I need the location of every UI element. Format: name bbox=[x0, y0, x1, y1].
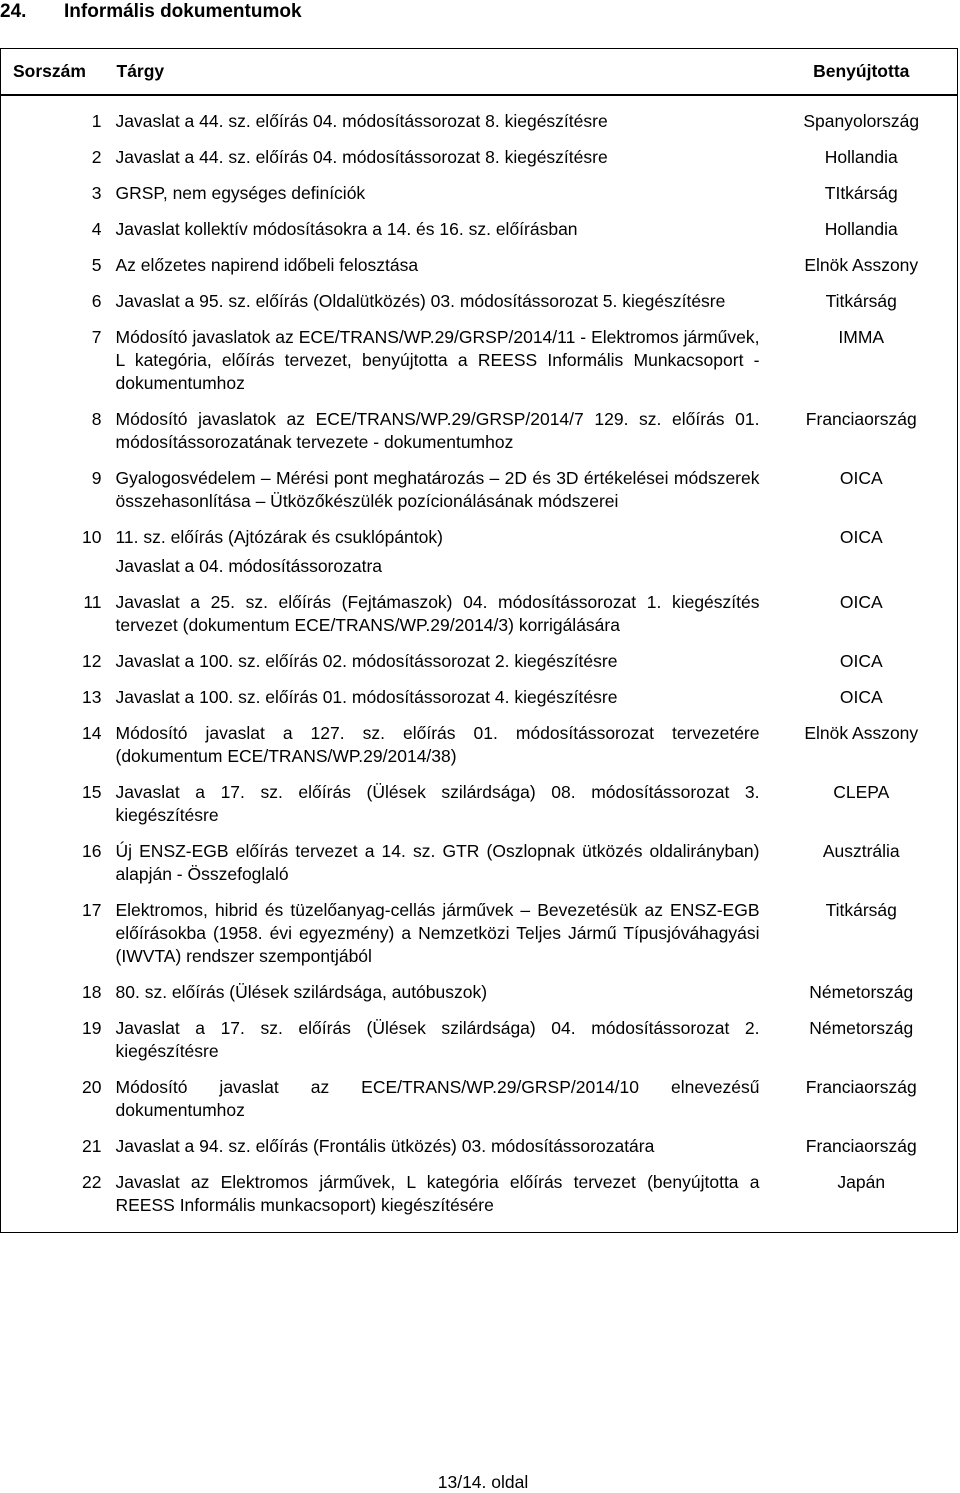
table-row bbox=[1, 286, 958, 322]
row-submitter: OICA bbox=[839, 468, 883, 488]
row-subject: Gyalogosvédelem – Mérési pont meghatározás – 2D és 3D értékelései módszerek összehasonlítása – Ütközőkészülék pozícionálásának módszerei bbox=[115, 468, 760, 511]
row-subject: Javaslat a 95. sz. előírás (Oldalütközés) 03. módosítássorozat 5. kiegészítésre bbox=[115, 291, 726, 311]
row-submitter: Franciaország bbox=[805, 1136, 917, 1156]
row-number: 21 bbox=[82, 1136, 102, 1156]
table-row bbox=[1, 322, 958, 404]
row-number: 2 bbox=[91, 147, 102, 167]
table-row bbox=[1, 1013, 958, 1072]
row-subject: Javaslat a 25. sz. előírás (Fejtámaszok) 04. módosítássorozat 1. kiegészítés tervezet (dokumentum ECE/TRANS/WP.29/2014/3) korrigálására bbox=[115, 592, 760, 635]
row-subject: Javaslat a 94. sz. előírás (Frontális ütközés) 03. módosítássorozatára bbox=[115, 1136, 655, 1156]
row-submitter: Franciaország bbox=[805, 1077, 917, 1097]
header-subject: Tárgy bbox=[109, 49, 766, 96]
row-submitter: OICA bbox=[839, 527, 883, 547]
table-row bbox=[1, 977, 958, 1013]
row-number: 3 bbox=[91, 183, 102, 203]
row-subject: Javaslat a 100. sz. előírás 02. módosítássorozat 2. kiegészítésre bbox=[115, 651, 618, 671]
informal-documents-table bbox=[0, 48, 958, 1233]
row-number: 9 bbox=[91, 468, 102, 488]
row-submitter: Németország bbox=[809, 982, 914, 1002]
table-row bbox=[1, 682, 958, 718]
section-title: Informális dokumentumok bbox=[64, 1, 302, 22]
row-submitter: OICA bbox=[839, 687, 883, 707]
row-subject: Az előzetes napirend időbeli felosztása bbox=[115, 255, 419, 275]
row-submitter: OICA bbox=[839, 651, 883, 671]
table-row bbox=[1, 777, 958, 836]
row-subject: Módosító javaslatok az ECE/TRANS/WP.29/GRSP/2014/11 - Elektromos járművek, L kategória, előírás tervezet, benyújtotta a REESS Informális Munkacsoport - dokumentumhoz bbox=[115, 327, 760, 393]
row-submitter: Ausztrália bbox=[822, 841, 900, 861]
row-number: 13 bbox=[82, 687, 102, 707]
row-number: 14 bbox=[82, 723, 102, 743]
header-submitter: Benyújtotta bbox=[766, 49, 958, 96]
row-submitter: CLEPA bbox=[833, 782, 890, 802]
table-row bbox=[1, 646, 958, 682]
row-number: 15 bbox=[82, 782, 102, 802]
row-submitter: IMMA bbox=[838, 327, 885, 347]
row-subject: Javaslat a 44. sz. előírás 04. módosítássorozat 8. kiegészítésre bbox=[115, 111, 608, 131]
row-subject bbox=[109, 522, 766, 587]
table-row bbox=[1, 142, 958, 178]
section-heading bbox=[0, 0, 302, 24]
row-submitter: Hollandia bbox=[824, 219, 898, 239]
row-number: 19 bbox=[82, 1018, 102, 1038]
row-number: 7 bbox=[91, 327, 102, 347]
row-number: 5 bbox=[91, 255, 102, 275]
row-number: 6 bbox=[91, 291, 102, 311]
row-subject: 80. sz. előírás (Ülések szilárdsága, autóbuszok) bbox=[115, 982, 488, 1002]
row-submitter: Elnök Asszony bbox=[804, 723, 919, 743]
row-subject: Módosító javaslat az ECE/TRANS/WP.29/GRSP/2014/10 elnevezésű dokumentumhoz bbox=[115, 1077, 760, 1120]
page-number: 13/14. oldal bbox=[437, 1472, 529, 1492]
row-submitter: Hollandia bbox=[824, 147, 898, 167]
table-row bbox=[1, 1131, 958, 1167]
row-subject: GRSP, nem egységes definíciók bbox=[115, 183, 366, 203]
row-number: 20 bbox=[82, 1077, 102, 1097]
table-row bbox=[1, 404, 958, 463]
row-number: 16 bbox=[82, 841, 102, 861]
row-subject: Javaslat a 44. sz. előírás 04. módosítássorozat 8. kiegészítésre bbox=[115, 147, 608, 167]
table-row bbox=[1, 250, 958, 286]
row-submitter: Spanyolország bbox=[803, 111, 920, 131]
row-number: 12 bbox=[82, 651, 102, 671]
row-number: 1 bbox=[91, 111, 102, 131]
table-row bbox=[1, 718, 958, 777]
table-row bbox=[1, 522, 958, 587]
row-submitter: TItkárság bbox=[824, 183, 898, 203]
header-number: Sorszám bbox=[1, 49, 109, 96]
row-submitter: Titkárság bbox=[825, 291, 897, 311]
table-header-row bbox=[1, 49, 958, 96]
row-subject: Elektromos, hibrid és tüzelőanyag-cellás járművek – Bevezetésük az ENSZ-EGB előírásokba (1958. évi egyezmény) a Nemzetközi Teljes Jármű Típusjóváhagyási (IWVTA) rendszer szempontjából bbox=[115, 900, 760, 966]
row-subject: Javaslat a 17. sz. előírás (Ülések szilárdsága) 04. módosítássorozat 2. kiegészítésre bbox=[115, 1018, 760, 1061]
row-subject: Javaslat a 17. sz. előírás (Ülések szilárdsága) 08. módosítássorozat 3. kiegészítésre bbox=[115, 782, 760, 825]
table-row bbox=[1, 463, 958, 522]
row-number: 17 bbox=[82, 900, 102, 920]
section-number: 24. bbox=[0, 1, 27, 22]
row-number: 8 bbox=[91, 409, 102, 429]
row-subject-line: Javaslat a 04. módosítássorozatra bbox=[115, 556, 383, 576]
row-submitter: Titkárság bbox=[825, 900, 897, 920]
table-row bbox=[1, 895, 958, 977]
row-subject: Javaslat kollektív módosításokra a 14. és 16. sz. előírásban bbox=[115, 219, 578, 239]
table-row bbox=[1, 1167, 958, 1233]
row-submitter: OICA bbox=[839, 592, 883, 612]
row-number: 18 bbox=[82, 982, 102, 1002]
table-row bbox=[1, 214, 958, 250]
row-number: 4 bbox=[91, 219, 102, 239]
row-subject: Módosító javaslatok az ECE/TRANS/WP.29/GRSP/2014/7 129. sz. előírás 01. módosítássorozatának tervezete - dokumentumhoz bbox=[115, 409, 760, 452]
row-subject: Javaslat az Elektromos járművek, L kategória előírás tervezet (benyújtotta a REESS Informális munkacsoport) kiegészítésére bbox=[115, 1172, 760, 1215]
row-number: 10 bbox=[82, 527, 102, 547]
row-subject: Módosító javaslat a 127. sz. előírás 01. módosítássorozat tervezetére (dokumentum ECE/TRANS/WP.29/2014/38) bbox=[115, 723, 760, 766]
table-row bbox=[1, 178, 958, 214]
row-subject-line: 11. sz. előírás (Ajtózárak és csuklópántok) bbox=[115, 527, 443, 547]
row-submitter: Franciaország bbox=[805, 409, 917, 429]
table-row bbox=[1, 95, 958, 142]
table-row bbox=[1, 1072, 958, 1131]
row-subject: Új ENSZ-EGB előírás tervezet a 14. sz. GTR (Oszlopnak ütközés oldalirányban) alapján - Összefoglaló bbox=[115, 841, 760, 884]
table-row bbox=[1, 836, 958, 895]
row-number: 22 bbox=[82, 1172, 102, 1192]
row-subject: Javaslat a 100. sz. előírás 01. módosítássorozat 4. kiegészítésre bbox=[115, 687, 618, 707]
table-row bbox=[1, 587, 958, 646]
row-submitter: Japán bbox=[837, 1172, 886, 1192]
row-submitter: Németország bbox=[809, 1018, 914, 1038]
row-number: 11 bbox=[83, 592, 102, 612]
row-submitter: Elnök Asszony bbox=[804, 255, 919, 275]
